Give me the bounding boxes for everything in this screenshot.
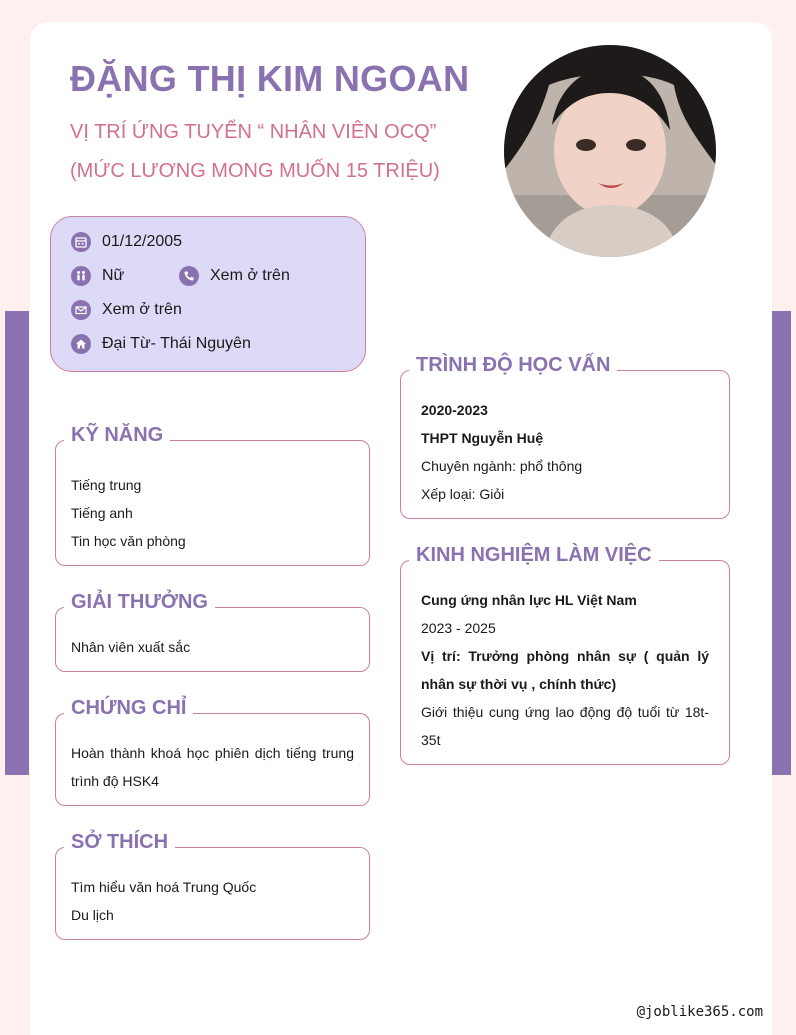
- education-title: TRÌNH ĐỘ HỌC VẤN: [409, 351, 617, 379]
- hobbies-title: SỞ THÍCH: [64, 828, 175, 856]
- skills-section: [55, 424, 370, 566]
- certificate-text: Hoàn thành khoá học phiên dịch tiếng trung trình độ HSK4: [71, 745, 354, 789]
- contact-email: [71, 300, 182, 320]
- award-item: Nhân viên xuất sắc: [71, 639, 191, 655]
- education-school: THPT Nguyễn Huệ: [421, 430, 544, 446]
- applied-position: VỊ TRÍ ỨNG TUYỂN “ NHÂN VIÊN OCQ”: [70, 121, 437, 143]
- phone-text: Xem ở trên: [210, 267, 290, 284]
- profile-photo: [504, 45, 716, 257]
- email-text: Xem ở trên: [102, 301, 182, 318]
- certificates-section: [55, 697, 370, 806]
- education-section: [400, 354, 730, 519]
- education-years: 2020-2023: [421, 402, 488, 418]
- contact-birthday: [71, 232, 182, 252]
- experience-company: Cung ứng nhân lực HL Việt Nam: [421, 592, 637, 608]
- contact-gender: [71, 266, 124, 286]
- education-major: Chuyên ngành: phổ thông: [421, 458, 583, 474]
- phone-icon: [179, 266, 199, 286]
- hobby-item: Du lịch: [71, 907, 114, 923]
- awards-title: GIẢI THƯỞNG: [64, 588, 215, 616]
- hobby-item: Tìm hiểu văn hoá Trung Quốc: [71, 879, 257, 895]
- contact-phone: [179, 266, 290, 286]
- birthday-text: 01/12/2005: [102, 233, 183, 250]
- gender-icon: [71, 266, 91, 286]
- gender-text: Nữ: [102, 267, 125, 284]
- skill-item: Tiếng anh: [71, 505, 133, 521]
- expected-salary: (MỨC LƯƠNG MONG MUỐN 15 TRIỆU): [70, 160, 440, 182]
- candidate-name: ĐẶNG THỊ KIM NGOAN: [70, 58, 470, 99]
- skill-item: Tiếng trung: [71, 477, 142, 493]
- watermark-text: @joblike365.com: [636, 1004, 763, 1020]
- experience-role: Vị trí: Trưởng phòng nhân sự ( quản lý nhân sự thời vụ , chính thức): [421, 648, 709, 692]
- hobbies-section: [55, 831, 370, 940]
- experience-description: Giới thiệu cung ứng lao động độ tuổi từ 18t-35t: [421, 704, 709, 748]
- left-accent-band: [5, 311, 29, 775]
- mail-icon: [71, 300, 91, 320]
- skill-item: Tin học văn phòng: [71, 533, 186, 549]
- home-icon: [71, 334, 91, 354]
- calendar-icon: [71, 232, 91, 252]
- certificates-title: CHỨNG CHỈ: [64, 694, 193, 722]
- education-rank: Xếp loại: Giỏi: [421, 486, 505, 502]
- experience-period: 2023 - 2025: [421, 620, 496, 636]
- skills-title: KỸ NĂNG: [64, 421, 170, 449]
- experience-section: [400, 544, 730, 765]
- address-text: Đại Từ- Thái Nguyên: [102, 335, 251, 352]
- experience-title: KINH NGHIỆM LÀM VIỆC: [409, 541, 659, 569]
- contact-address: [71, 334, 251, 354]
- awards-section: [55, 591, 370, 672]
